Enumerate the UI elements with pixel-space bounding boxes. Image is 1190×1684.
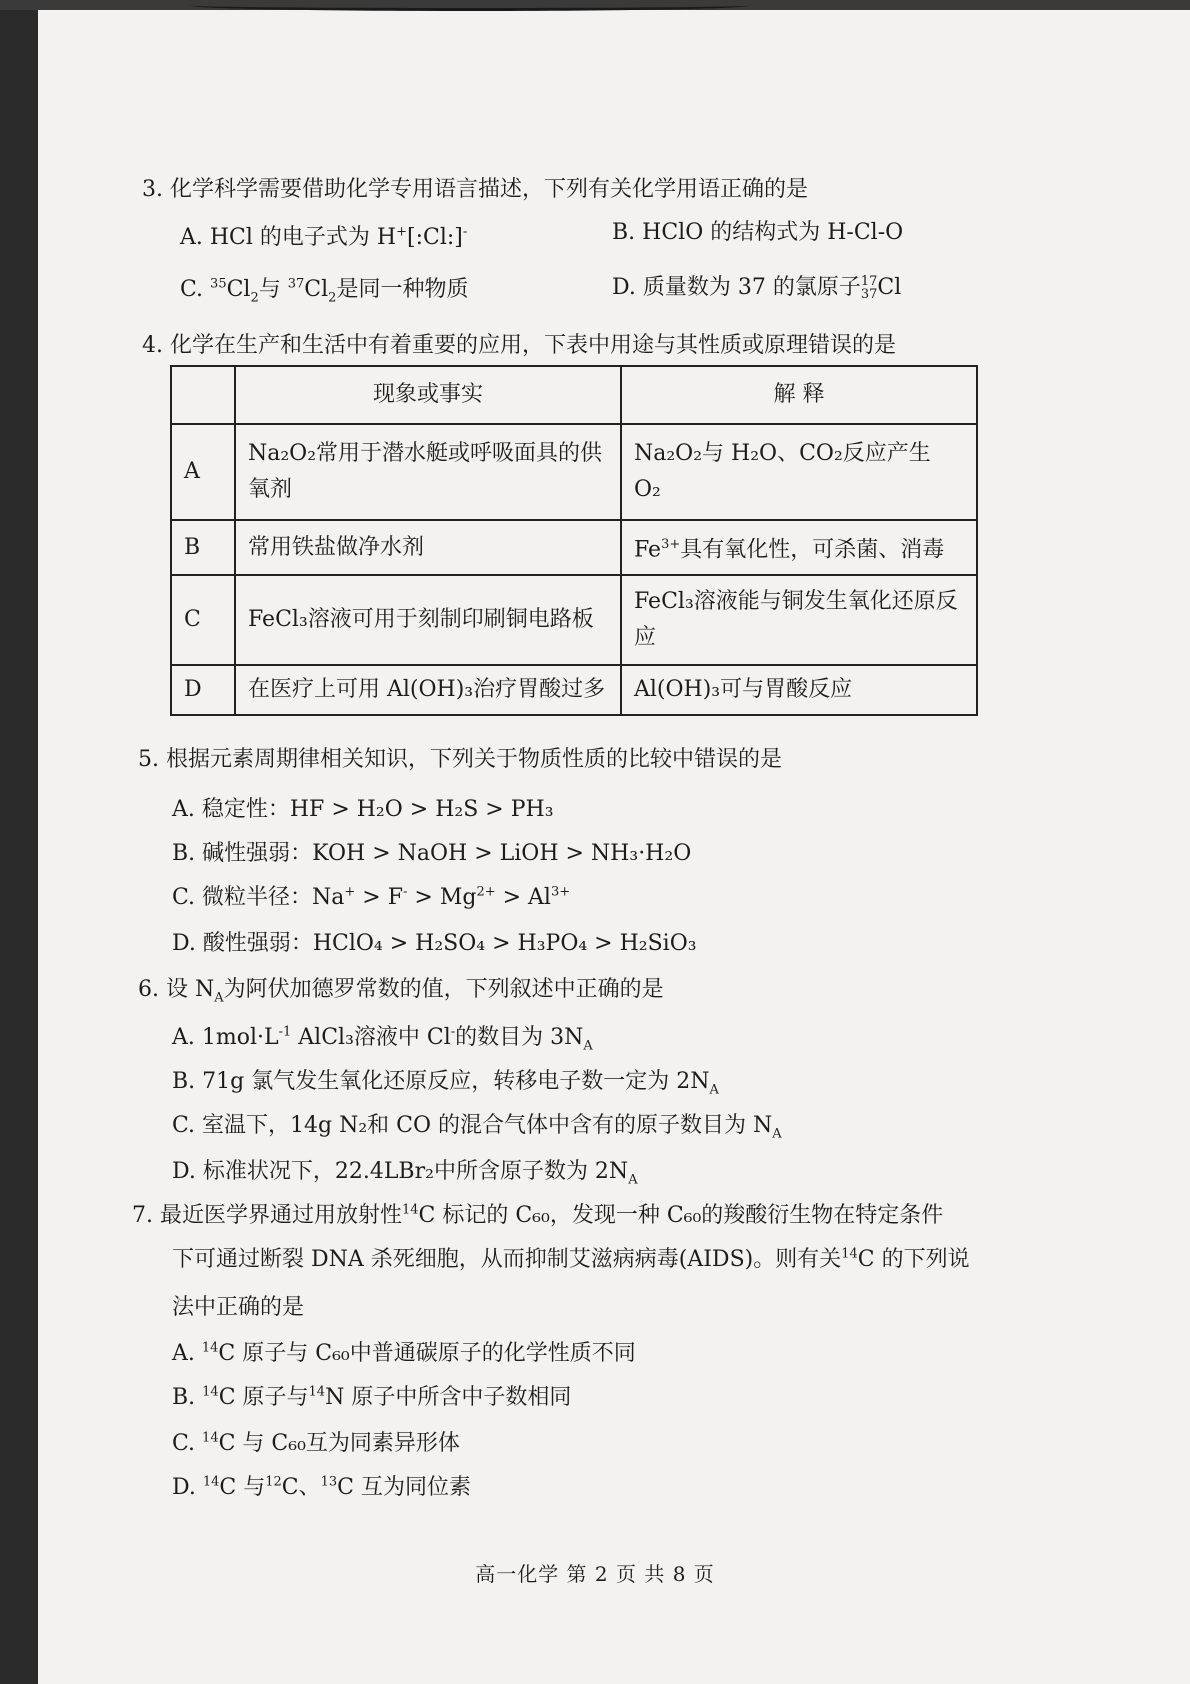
q6-option-d: D. 标准状况下，22.4LBr₂中所含原子数为 $2N_A$ bbox=[172, 1159, 638, 1188]
q5-option-b: B. 碱性强弱：KOH > NaOH > LiOH > NH₃·H₂O bbox=[172, 841, 692, 866]
q4-table bbox=[170, 365, 978, 716]
q6-option-b: B. 71g 氯气发生氧化还原反应，转移电子数一定为 $2N_A$ bbox=[172, 1069, 719, 1098]
q6-stem: 6. 设 $N_A$为阿伏加德罗常数的值，下列叙述中正确的是 bbox=[138, 977, 664, 1006]
q5-stem: 5. 根据元素周期律相关知识，下列关于物质性质的比较中错误的是 bbox=[138, 747, 782, 772]
q5-option-a: A. 稳定性：HF > H₂O > H₂S > PH₃ bbox=[172, 797, 554, 822]
scan-shadow bbox=[190, 0, 750, 11]
q3-option-c: C. $^{35}Cl_2$与 $^{37}Cl_2$是同一种物质 bbox=[180, 276, 469, 306]
q6-option-c: C. 室温下，14g N₂和 CO 的混合气体中含有的原子数目为 $N_A$ bbox=[172, 1113, 782, 1142]
row-explanation: Na₂O₂与 H₂O、CO₂反应产生 O₂ bbox=[621, 424, 977, 520]
q4-stem: 4. 化学在生产和生活中有着重要的应用，下表中用途与其性质或原理错误的是 bbox=[142, 333, 896, 358]
table-row bbox=[171, 520, 977, 575]
q6-option-a: A. $1mol\cdot L^{-1}$ AlCl₃溶液中 Cl-的数目为 $3N_A$ bbox=[172, 1024, 593, 1054]
q3-option-b: B. HClO 的结构式为 H-Cl-O bbox=[612, 220, 904, 245]
q7-stem-line-2: 下可通过断裂 DNA 杀死细胞，从而抑制艾滋病病毒(AIDS)。则有关$^{14}$C 的下列说 bbox=[172, 1246, 970, 1272]
table-row bbox=[171, 575, 977, 665]
row-label: A bbox=[171, 424, 235, 520]
q7-stem-line-1: 7. 最近医学界通过用放射性$^{14}$C 标记的 C₆₀，发现一种 C₆₀的羧酸衍生物在特定条件 bbox=[132, 1202, 944, 1228]
row-explanation: $Fe^{3+}$具有氧化性，可杀菌、消毒 bbox=[621, 520, 977, 575]
table-header-row bbox=[171, 366, 977, 424]
row-label: D bbox=[171, 665, 235, 715]
row-fact: 常用铁盐做净水剂 bbox=[235, 520, 621, 575]
q3-option-d: D. 质量数为 37 的氯原子17 37Cl bbox=[612, 274, 902, 302]
row-fact: Na₂O₂常用于潜水艇或呼吸面具的供氧剂 bbox=[235, 424, 621, 520]
q5-option-d: D. 酸性强弱：HClO₄ > H₂SO₄ > H₃PO₄ > H₂SiO₃ bbox=[172, 931, 697, 956]
q3-option-a: A. HCl 的电子式为 H+[:Cl:]- bbox=[180, 224, 468, 250]
page-footer: 高一化学 第 2 页 共 8 页 bbox=[475, 1562, 715, 1586]
q7-option-b: B. $^{14}$C 原子与$^{14}$N 原子中所含中子数相同 bbox=[172, 1384, 572, 1410]
q3-stem: 3. 化学科学需要借助化学专用语言描述，下列有关化学用语正确的是 bbox=[142, 177, 808, 202]
q7-option-a: A. $^{14}$C 原子与 C₆₀中普通碳原子的化学性质不同 bbox=[172, 1340, 636, 1366]
header-blank bbox=[171, 366, 235, 424]
row-explanation: FeCl₃溶液能与铜发生氧化还原反应 bbox=[621, 575, 977, 665]
q7-stem-line-3: 法中正确的是 bbox=[172, 1295, 305, 1320]
row-explanation: Al(OH)₃可与胃酸反应 bbox=[621, 665, 977, 715]
q7-option-c: C. $^{14}$C 与 C₆₀互为同素异形体 bbox=[172, 1430, 460, 1456]
header-explanation: 解 释 bbox=[621, 366, 977, 424]
q5-option-c: C. 微粒半径：$Na^+ > F^- > Mg^{2+} > Al^{3+}$ bbox=[172, 884, 571, 910]
table-row bbox=[171, 665, 977, 715]
row-fact: FeCl₃溶液可用于刻制印刷铜电路板 bbox=[235, 575, 621, 665]
row-label: C bbox=[171, 575, 235, 665]
table-row bbox=[171, 424, 977, 520]
row-label: B bbox=[171, 520, 235, 575]
header-fact: 现象或事实 bbox=[235, 366, 621, 424]
q7-option-d: D. $^{14}$C 与$^{12}$C、$^{13}$C 互为同位素 bbox=[172, 1474, 471, 1500]
row-fact: 在医疗上可用 Al(OH)₃治疗胃酸过多 bbox=[235, 665, 621, 715]
